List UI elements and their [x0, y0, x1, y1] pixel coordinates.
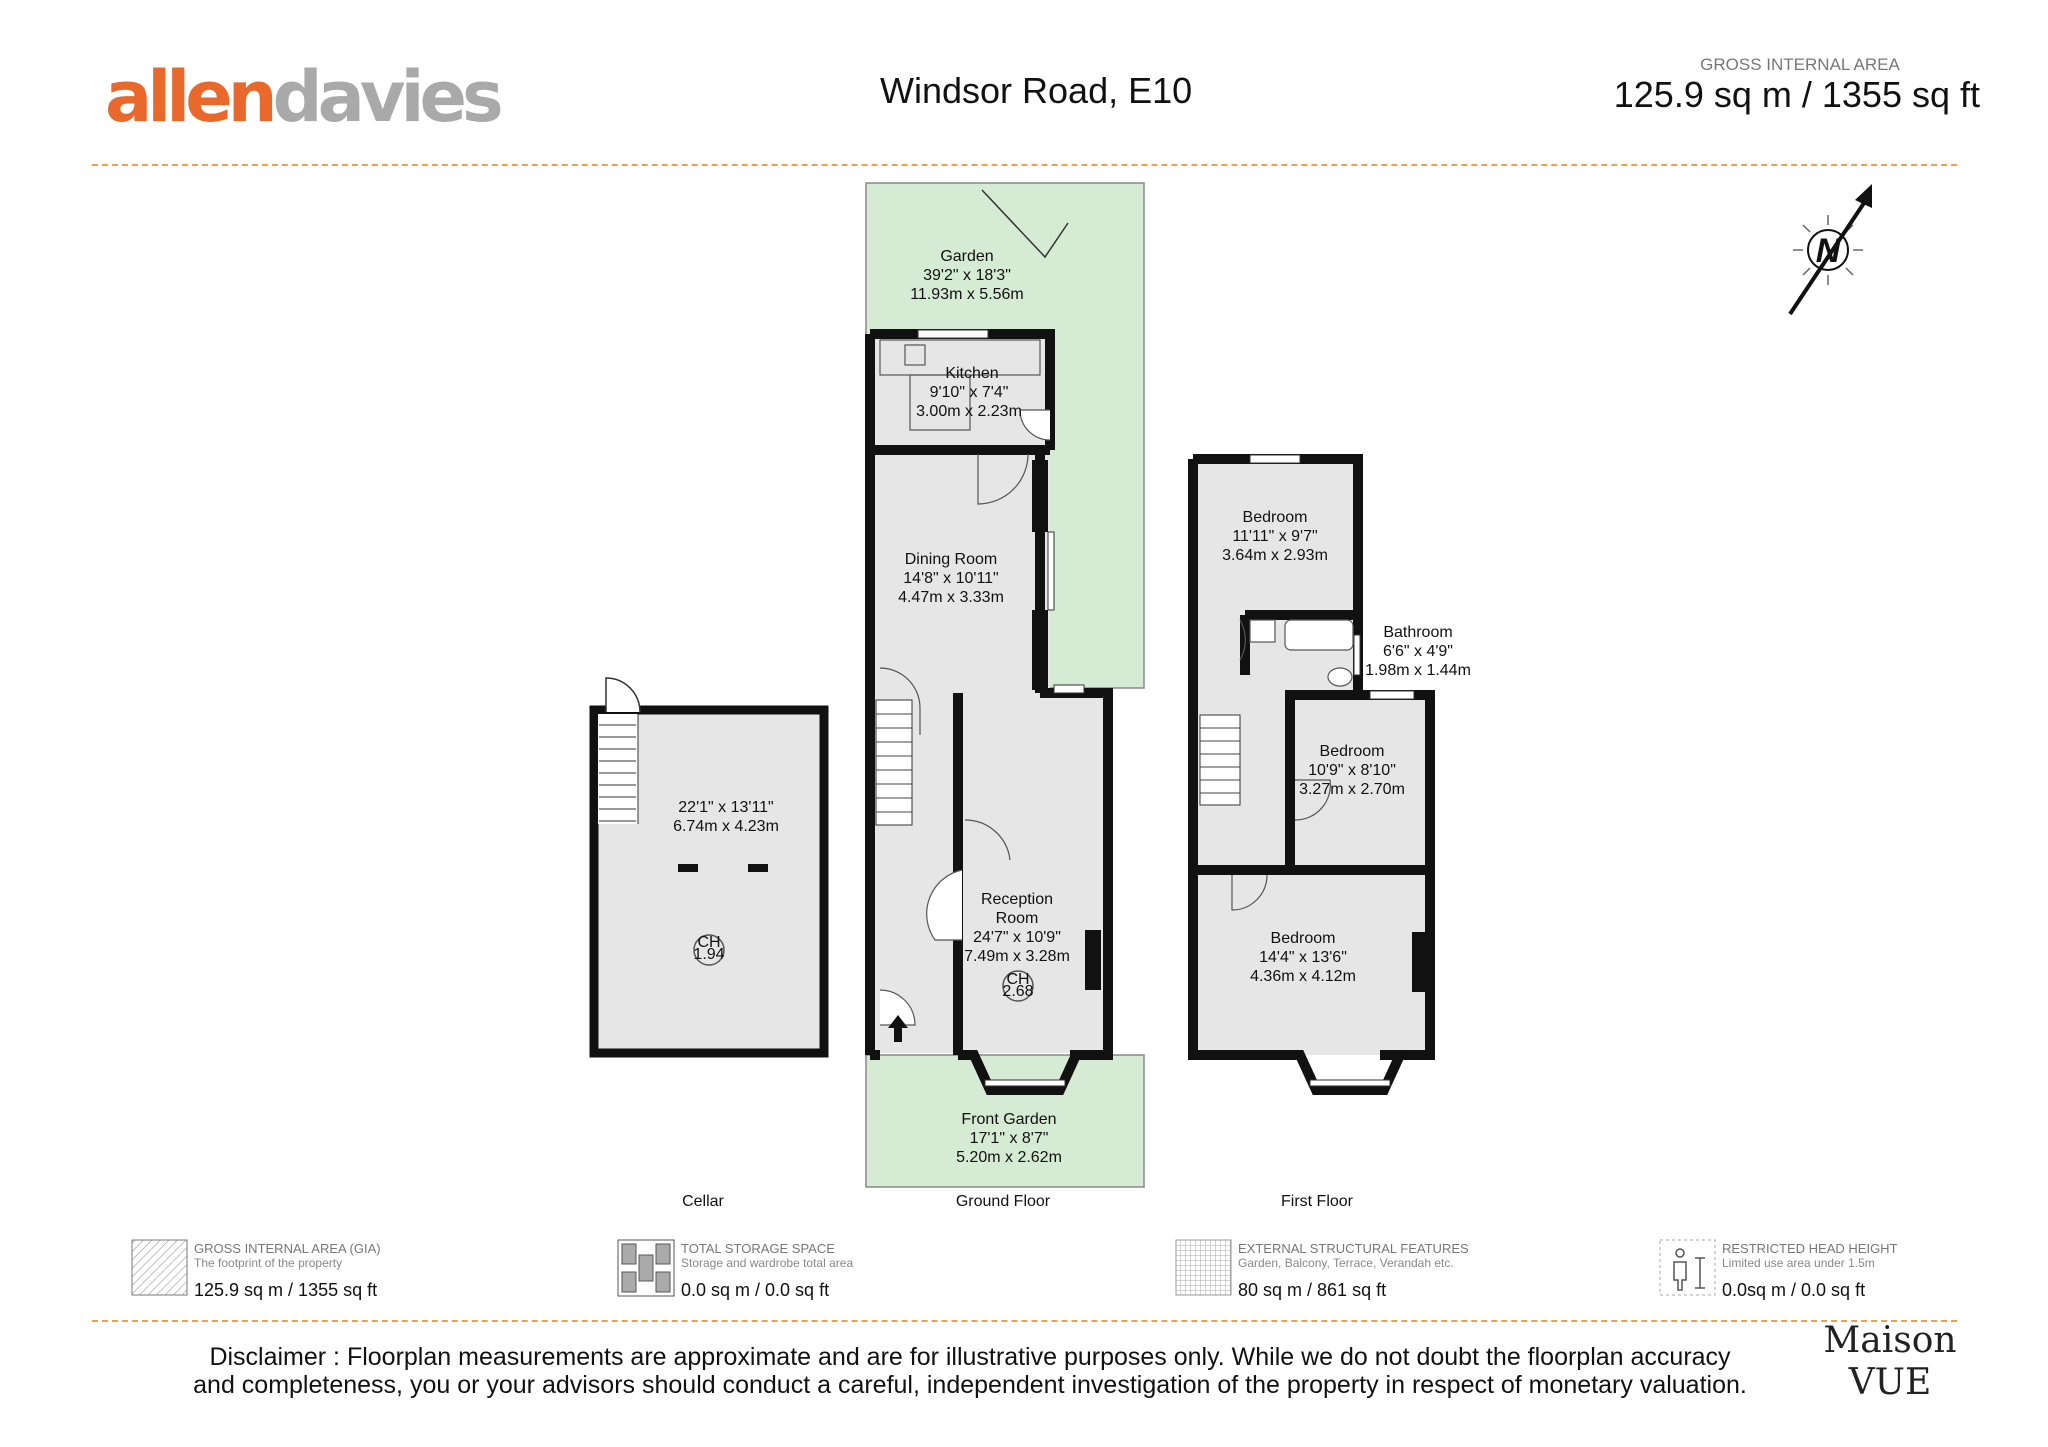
reception-ch-label: CH [1006, 971, 1030, 988]
front-garden-metric: 5.20m x 2.62m [956, 1149, 1062, 1166]
reception-metric: 7.49m x 3.28m [964, 948, 1070, 965]
legend-external-title: EXTERNAL STRUCTURAL FEATURES [1238, 1241, 1469, 1256]
garden-metric: 11.93m x 5.56m [910, 286, 1024, 303]
front-garden-imperial: 17'1" x 8'7" [969, 1130, 1049, 1147]
dining-metric: 4.47m x 3.33m [898, 589, 1004, 606]
kitchen-imperial: 9'10" x 7'4" [929, 384, 1009, 401]
bathroom-metric: 1.98m x 1.44m [1365, 662, 1471, 679]
external-grid-icon [1176, 1240, 1231, 1295]
kitchen-metric: 3.00m x 2.23m [916, 403, 1022, 420]
disclaimer [140, 1343, 1800, 1399]
legend-storage [681, 1241, 853, 1301]
bedroom1-imperial: 11'11" x 9'7" [1232, 528, 1318, 545]
floor-label-first: First Floor [1281, 1193, 1353, 1210]
bedroom3-imperial: 14'4" x 13'6" [1259, 949, 1347, 966]
logo-part-allen: allen [105, 56, 273, 138]
bedroom3-name: Bedroom [1270, 930, 1336, 947]
cellar-plan [594, 678, 824, 1053]
maison-vue-line-1: Maison [1823, 1320, 1957, 1361]
legend-storage-title: TOTAL STORAGE SPACE [681, 1241, 835, 1256]
reception-name-1: Reception [980, 891, 1054, 908]
property-title: Windsor Road, E10 [880, 70, 1193, 111]
bedroom3-metric: 4.36m x 4.12m [1250, 968, 1356, 985]
front-garden-name: Front Garden [961, 1111, 1057, 1128]
first-floor-plan [1193, 455, 1471, 1090]
legend-external-value: 80 sq m / 861 sq ft [1238, 1280, 1387, 1300]
bedroom2-metric: 3.27m x 2.70m [1299, 781, 1405, 798]
legend-head-height-value: 0.0sq m / 0.0 sq ft [1722, 1280, 1866, 1300]
logo-part-davies: davies [272, 56, 499, 138]
garden-name: Garden [940, 248, 994, 265]
gia-header-value: 125.9 sq m / 1355 sq ft [1613, 74, 1980, 115]
ground-floor-plan [866, 183, 1144, 1187]
maison-vue-line-2: VUE [1848, 1362, 1932, 1403]
legend-gia-title: GROSS INTERNAL AREA (GIA) [194, 1241, 381, 1256]
bathroom-name: Bathroom [1383, 624, 1453, 641]
floor-label-ground: Ground Floor [955, 1193, 1051, 1210]
disclaimer-line-2: and completeness, you or your advisors should conduct a careful, independent investigation of the property in respect of monetary valuation. [193, 1371, 1747, 1399]
storage-icon [618, 1240, 674, 1296]
reception-ch-value: 2.68 [1002, 983, 1034, 1000]
legend-gia-subtitle: The footprint of the property [194, 1256, 343, 1270]
legend-external [1238, 1241, 1469, 1301]
reception-imperial: 24'7" x 10'9" [973, 929, 1061, 946]
gia-header-label: GROSS INTERNAL AREA [1700, 55, 1900, 74]
maison-vue-logo [1820, 1320, 1960, 1404]
cellar-metric: 6.74m x 4.23m [673, 818, 779, 835]
cellar-imperial: 22'1" x 13'11" [678, 799, 774, 816]
floor-label-cellar: Cellar [682, 1193, 724, 1210]
legend-head-height [1722, 1241, 1898, 1301]
garden-imperial: 39'2" x 18'3" [923, 267, 1011, 284]
legend-storage-subtitle: Storage and wardrobe total area [681, 1256, 854, 1270]
dining-imperial: 14'8" x 10'11" [903, 570, 999, 587]
bedroom1-metric: 3.64m x 2.93m [1222, 547, 1328, 564]
bathroom-imperial: 6'6" x 4'9" [1383, 643, 1453, 660]
legend-gia-value: 125.9 sq m / 1355 sq ft [194, 1280, 378, 1300]
cellar-ch-value: 1.94 [693, 946, 725, 963]
compass-letter: N [1815, 232, 1841, 270]
bedroom2-name: Bedroom [1319, 743, 1385, 760]
reception-name-2: Room [995, 910, 1039, 927]
legend-storage-value: 0.0 sq m / 0.0 sq ft [681, 1280, 830, 1300]
legend-gia [194, 1241, 381, 1301]
legend-head-height-subtitle: Limited use area under 1.5m [1722, 1256, 1875, 1270]
bedroom2-imperial: 10'9" x 8'10" [1308, 762, 1396, 779]
kitchen-name: Kitchen [945, 365, 999, 382]
gia-hatch-icon [132, 1240, 187, 1295]
dining-name: Dining Room [904, 551, 998, 568]
head-height-icon [1660, 1240, 1715, 1295]
legend-external-subtitle: Garden, Balcony, Terrace, Verandah etc. [1238, 1256, 1454, 1270]
legend-head-height-title: RESTRICTED HEAD HEIGHT [1722, 1241, 1898, 1256]
disclaimer-line-1: Disclaimer : Floorplan measurements are approximate and are for illustrative purposes only. While we do not doubt the floorplan accuracy [209, 1343, 1731, 1371]
bedroom1-name: Bedroom [1242, 509, 1308, 526]
cellar-ch-label: CH [697, 934, 721, 951]
north-arrow-icon [1790, 184, 1872, 314]
